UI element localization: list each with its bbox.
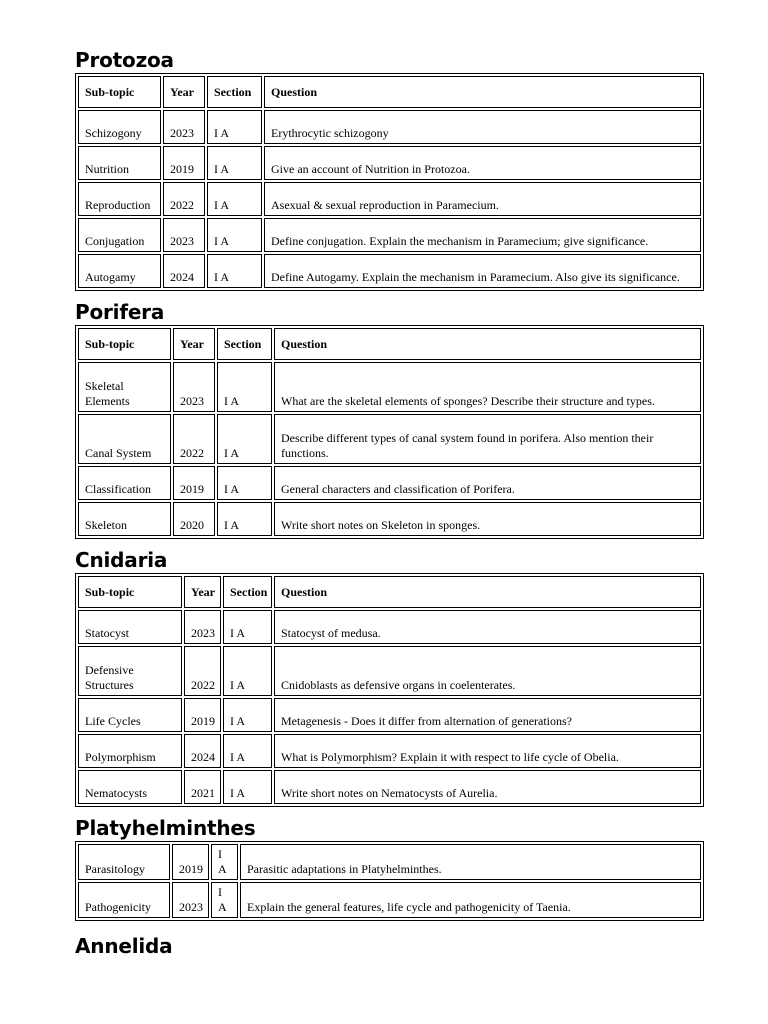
table-row (78, 502, 701, 536)
questions-table (75, 841, 704, 921)
cell-question: Statocyst of medusa. (274, 610, 701, 644)
header-year: Year (173, 328, 215, 360)
cell-year: 2021 (184, 770, 221, 804)
table-row (78, 414, 701, 464)
section-title: Cnidaria (75, 548, 168, 572)
cell-subtopic: Nematocysts (78, 770, 182, 804)
cell-question: Define conjugation. Explain the mechanism in Paramecium; give significance. (264, 218, 701, 252)
cell-subtopic: Life Cycles (78, 698, 182, 732)
header-year: Year (163, 76, 205, 108)
section-platyhelminthes (75, 815, 704, 921)
cell-year: 2022 (184, 646, 221, 696)
table-header-row (78, 576, 701, 608)
table-header-row (78, 76, 701, 108)
cell-section: I A (223, 734, 272, 768)
cell-question: General characters and classification of Porifera. (274, 466, 701, 500)
header-question: Question (274, 576, 701, 608)
section-annelida (75, 933, 172, 959)
table-header-row (78, 328, 701, 360)
table-row (78, 466, 701, 500)
section-protozoa (75, 47, 704, 291)
table-row (78, 646, 701, 696)
cell-subtopic: Classification (78, 466, 171, 500)
cell-section: I A (207, 182, 262, 216)
cell-section: I A (223, 770, 272, 804)
cell-year: 2023 (172, 882, 209, 918)
cell-question: Describe different types of canal system found in porifera. Also mention their functions. (274, 414, 701, 464)
cell-question: Erythrocytic schizogony (264, 110, 701, 144)
cell-section: I A (223, 646, 272, 696)
questions-table (75, 573, 704, 807)
table-row (78, 182, 701, 216)
cell-question: Parasitic adaptations in Platyhelminthes. (240, 844, 701, 880)
cell-year: 2022 (173, 414, 215, 464)
table-row (78, 610, 701, 644)
header-question: Question (274, 328, 701, 360)
section-title: Annelida (75, 934, 173, 958)
cell-question: What are the skeletal elements of sponges? Describe their structure and types. (274, 362, 701, 412)
cell-section: I A (223, 610, 272, 644)
cell-subtopic: Polymorphism (78, 734, 182, 768)
cell-section: I A (223, 698, 272, 732)
cell-year: 2023 (184, 610, 221, 644)
cell-subtopic: Autogamy (78, 254, 161, 288)
cell-section: I A (207, 254, 262, 288)
header-section: Section (207, 76, 262, 108)
cell-subtopic: Skeletal Elements (78, 362, 171, 412)
cell-year: 2024 (184, 734, 221, 768)
table-row (78, 844, 701, 880)
cell-subtopic: Skeleton (78, 502, 171, 536)
cell-year: 2019 (173, 466, 215, 500)
cell-question: Asexual & sexual reproduction in Paramecium. (264, 182, 701, 216)
cell-section: I A (207, 218, 262, 252)
questions-table (75, 73, 704, 291)
cell-question: Define Autogamy. Explain the mechanism in Paramecium. Also give its significance. (264, 254, 701, 288)
cell-year: 2020 (173, 502, 215, 536)
table-row (78, 734, 701, 768)
cell-question: Metagenesis - Does it differ from alternation of generations? (274, 698, 701, 732)
cell-subtopic: Pathogenicity (78, 882, 170, 918)
cell-section: I A (207, 146, 262, 180)
cell-section: I A (217, 362, 272, 412)
cell-subtopic: Reproduction (78, 182, 161, 216)
table-row (78, 770, 701, 804)
cell-section: I A (217, 466, 272, 500)
cell-subtopic: Statocyst (78, 610, 182, 644)
cell-subtopic: Parasitology (78, 844, 170, 880)
header-subtopic: Sub-topic (78, 576, 182, 608)
header-subtopic: Sub-topic (78, 76, 161, 108)
table-row (78, 254, 701, 288)
header-section: Section (223, 576, 272, 608)
cell-year: 2023 (163, 110, 205, 144)
cell-section: I A (211, 882, 238, 918)
cell-year: 2023 (173, 362, 215, 412)
header-subtopic: Sub-topic (78, 328, 171, 360)
cell-question: Give an account of Nutrition in Protozoa. (264, 146, 701, 180)
cell-year: 2022 (163, 182, 205, 216)
cell-subtopic: Conjugation (78, 218, 161, 252)
cell-question: What is Polymorphism? Explain it with respect to life cycle of Obelia. (274, 734, 701, 768)
cell-question: Explain the general features, life cycle and pathogenicity of Taenia. (240, 882, 701, 918)
cell-subtopic: Nutrition (78, 146, 161, 180)
section-cnidaria (75, 547, 704, 807)
cell-section: I A (207, 110, 262, 144)
cell-subtopic: Canal System (78, 414, 171, 464)
table-row (78, 146, 701, 180)
header-question: Question (264, 76, 701, 108)
header-year: Year (184, 576, 221, 608)
section-title: Protozoa (75, 48, 174, 72)
cell-question: Write short notes on Nematocysts of Aurelia. (274, 770, 701, 804)
cell-section: I A (217, 502, 272, 536)
cell-year: 2019 (163, 146, 205, 180)
table-row (78, 110, 701, 144)
table-row (78, 218, 701, 252)
cell-subtopic: Schizogony (78, 110, 161, 144)
table-row (78, 362, 701, 412)
cell-year: 2019 (184, 698, 221, 732)
cell-year: 2024 (163, 254, 205, 288)
cell-question: Write short notes on Skeleton in sponges. (274, 502, 701, 536)
section-title: Porifera (75, 300, 165, 324)
table-row (78, 698, 701, 732)
cell-question: Cnidoblasts as defensive organs in coelenterates. (274, 646, 701, 696)
header-section: Section (217, 328, 272, 360)
section-title: Platyhelminthes (75, 816, 256, 840)
cell-section: I A (217, 414, 272, 464)
questions-table (75, 325, 704, 539)
cell-section: I A (211, 844, 238, 880)
cell-year: 2019 (172, 844, 209, 880)
section-porifera (75, 299, 704, 539)
cell-subtopic: Defensive Structures (78, 646, 182, 696)
cell-year: 2023 (163, 218, 205, 252)
table-row (78, 882, 701, 918)
